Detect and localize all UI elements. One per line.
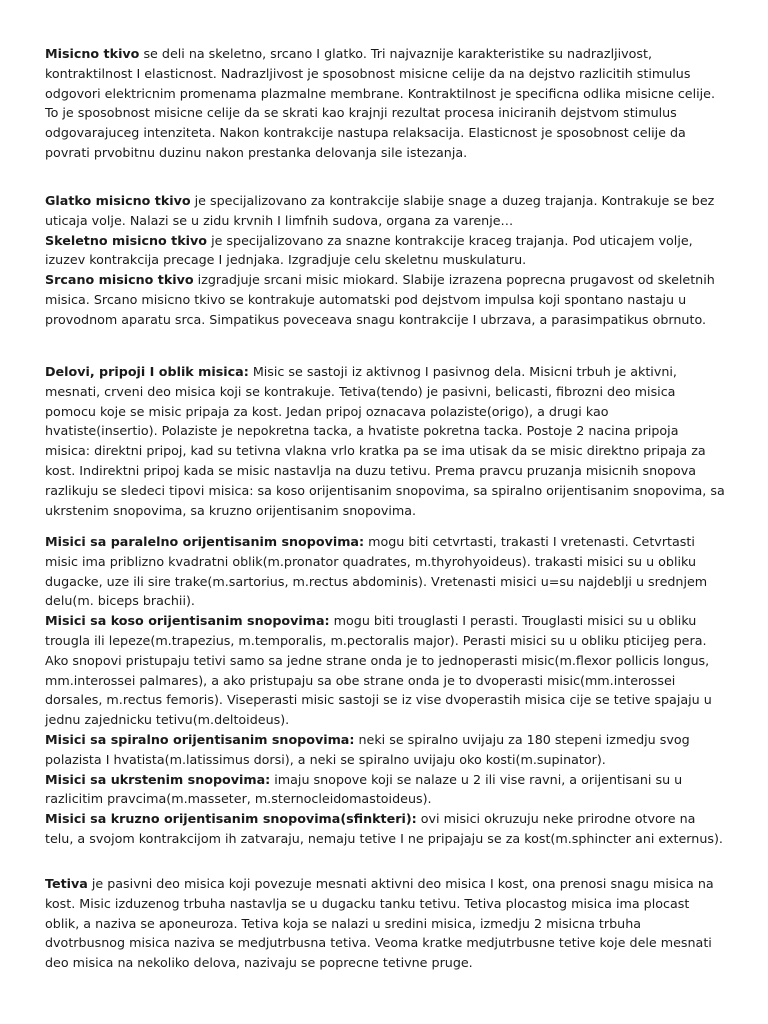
paragraph-text: izgradjuje srcani misic miokard. Slabije izrazena poprecna prugavost od skeletnih misica. Srcano misicno tkivo se kontrakuje automatski pod dejstvom impulsa koji spontano nastaju u provodnom aparatu srca. Simpatikus poveceava snagu kontrakcije I ubrzava, a parasimpatikus obrnuto.: [45, 272, 715, 327]
paragraph-delovi-pripoji: [45, 362, 725, 520]
term-koso: Misici sa koso orijentisanim snopovima:: [45, 613, 330, 629]
paragraph-text: neki se spiralno uvijaju za 180 stepeni izmedju svog polazista I hvatista(m.latissimus dorsi), a neki se spiralno uvijaju oko kosti(m.supinator).: [45, 731, 690, 767]
term-tetiva: Tetiva: [45, 876, 88, 891]
term-spiralno: Misici sa spiralno orijentisanim snopovima:: [45, 731, 355, 747]
paragraph-text: je specijalizovano za snazne kontrakcije kraceg trajanja. Pod uticajem volje, izuzev kontrakcija precage I jednjaka. Izgradjuje celu skeletnu muskulaturu.: [45, 232, 693, 268]
paragraph-text: mogu biti trouglasti I perasti. Trouglasti misici su u obliku trougla ili lepeze(m.trapezius, m.temporalis, m.pectoralis major). Perasti misici su u obliku pticijeg pera. Ako snopovi pristupaju tetivi samo sa jedne strane onda je to jednoperasti misic(m.flexor pollicis longus, mm.interossei palmares), a ako pristupaju sa obe strane onda je to dvoperasti misic(mm.interossei dorsales, m.rectus femoris). Viseperasti misic sastoji se iz vise dvoperastih misica cije se tetive spajaju u jednu zajednicku tetivu(m.deltoideus).: [45, 613, 712, 728]
paragraph-text: ovi misici okruzuju neke prirodne otvore na telu, a svojom kontrakcijom ih zatvaraju, nemaju tetive I ne pripajaju se za kost(m.sphincter ani externus).: [45, 811, 723, 846]
term-kruzno: Misici sa kruzno orijentisanim snopovima(sfinkteri):: [45, 811, 417, 827]
paragraph-snopovi-types: [45, 532, 725, 849]
term-misicno-tkivo: Misicno tkivo: [45, 46, 140, 61]
paragraph-tetiva: [45, 874, 725, 973]
paragraph-text: imaju snopove koji se nalaze u 2 ili vise ravni, a orijentisani su u razlicitim pravcima(m.masseter, m.sternocleidomastoideus).: [45, 771, 683, 807]
paragraph-misicno-tkivo: [45, 44, 725, 163]
paragraph-text: mogu biti cetvrtasti, trakasti I vretenasti. Cetvrtasti misic ima priblizno kvadratni oblik(m.pronator quadrates, m.thyrohyoideus). trakasti misici su u obliku dugacke, uze ili sire trake(m.sartorius, m.rectus abdominis). Vretenasti misici u=su najdeblji u srednjem delu(m. biceps brachii).: [45, 534, 708, 609]
paragraph-text: je pasivni deo misica koji povezuje mesnati aktivni deo misica I kost, ona prenosi snagu misica na kost. Misic izduzenog trbuha nastavlja se u dugacku tanku tetivu. Tetiva plocastog misica ima plocast oblik, a naziva se aponeuroza. Tetiva koja se nalazi u sredini misica, izmedju 2 misicna trbuha dvotrbusnog misica naziva se medjutrbusna tetiva. Veoma kratke medjutrbusne tetive koje dele mesnati deo misica na nekoliko delova, nazivaju se poprecne tetivne pruge.: [45, 876, 714, 971]
term-delovi-pripoji: Delovi, pripoji I oblik misica:: [45, 364, 249, 379]
term-paralelno: Misici sa paralelno orijentisanim snopovima:: [45, 534, 365, 549]
term-glatko-misicno-tkivo: Glatko misicno tkivo: [45, 193, 191, 208]
paragraph-tkiva-types: [45, 191, 725, 330]
paragraph-text: se deli na skeletno, srcano I glatko. Tri najvaznije karakteristike su nadrazljivost, kontraktilnost I elasticnost. Nadrazljivost je sposobnost misicne celije da na dejstvo razlicitih stimulus odgovori elektricnim promenama plazmalne membrane. Kontraktilnost je specificna odlika misicne celije. To je sposobnost misicne celije da se skrati kao krajnji rezultat procesa iniciranih dejstvom stimulus odgovarajuceg intenziteta. Nakon kontrakcije nastupa relaksacija. Elasticnost je sposobnost celije da povrati prvobitnu duzinu nakon prestanka delovanja sile istezanja.: [45, 46, 716, 160]
term-skeletno-misicno-tkivo: Skeletno misicno tkivo: [45, 232, 208, 248]
term-ukrstenim: Misici sa ukrstenim snopovima:: [45, 771, 271, 787]
paragraph-text: Misic se sastoji iz aktivnog I pasivnog dela. Misicni trbuh je aktivni, mesnati, crveni deo misica koji se kontrakuje. Tetiva(tendo) je pasivni, belicasti, fibrozni deo misica pomocu koje se misic pripaja za kost. Jedan pripoj oznacava polaziste(origo), a drugi kao hvatiste(insertio). Polaziste je nepokretna tacka, a hvatiste pokretna tacka. Postoje 2 nacina pripoja misica: direktni pripoj, kad su tetivna vlakna vrlo kratka pa se ima utisak da se misic direktno pripaja za kost. Indirektni pripoj kada se misic nastavlja na duzu tetivu. Prema pravcu pruzanja misicnih snopova razlikuju se sledeci tipovi misica: sa koso orijentisanim snopovima, sa spiralno orijentisanim snopovima, sa ukrstenim snopovima, sa kruzno orijentisanim snopovima.: [45, 364, 725, 518]
term-srcano-misicno-tkivo: Srcano misicno tkivo: [45, 272, 194, 288]
paragraph-text: je specijalizovano za kontrakcije slabije snage a duzeg trajanja. Kontrakuje se bez uticaja volje. Nalazi se u zidu krvnih I limfnih sudova, organa za varenje…: [45, 193, 715, 228]
